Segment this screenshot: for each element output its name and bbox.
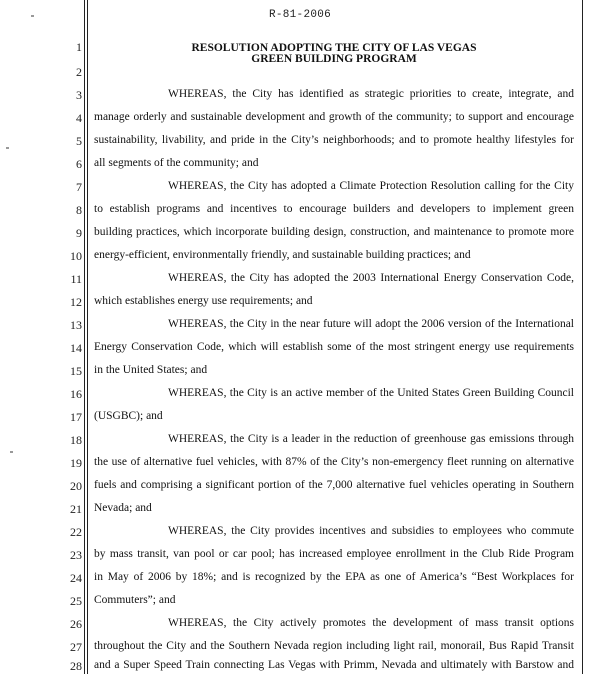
body-line: WHEREAS, the City in the near future will adopt the 2006 version of the International — [168, 318, 574, 330]
line-number: 16 — [70, 387, 82, 401]
resolution-title-line-2: GREEN BUILDING PROGRAM — [251, 53, 417, 65]
line-number: 24 — [70, 571, 82, 585]
body-line: and a Super Speed Train connecting Las Vegas with Primm, Nevada and ultimately with Barstow and — [94, 659, 574, 671]
line-number: 15 — [70, 364, 82, 378]
line-number: 28 — [70, 659, 82, 673]
line-number: 1 — [76, 40, 82, 54]
line-number: 10 — [70, 249, 82, 263]
body-line: WHEREAS, the City has adopted a Climate Protection Resolution calling for the City — [168, 180, 574, 192]
body-line: in May of 2006 by 18%; and is recognized by the EPA as one of America’s “Best Workplaces for — [94, 571, 574, 583]
line-number: 27 — [70, 640, 82, 654]
line-number: 11 — [70, 272, 82, 286]
line-number: 21 — [70, 502, 82, 516]
line-number: 19 — [70, 456, 82, 470]
line-number: 17 — [70, 410, 82, 424]
document-number: R-81-2006 — [268, 9, 332, 21]
line-number: 8 — [76, 203, 82, 217]
line-number: 4 — [76, 111, 82, 125]
left-margin-rule-outer — [84, 0, 85, 674]
body-line: Nevada; and — [94, 502, 152, 514]
line-number: 5 — [76, 134, 82, 148]
body-line: WHEREAS, the City is a leader in the reduction of greenhouse gas emissions through — [168, 433, 574, 445]
body-line: throughout the City and the Southern Nevada region including light rail, monorail, Bus Rapid Transit — [94, 640, 574, 652]
line-number: 7 — [76, 180, 82, 194]
right-margin-rule — [582, 0, 583, 674]
line-number: 9 — [76, 226, 82, 240]
body-line: in the United States; and — [94, 364, 208, 376]
body-line: WHEREAS, the City provides incentives and subsidies to employees who commute — [168, 525, 574, 537]
body-line: WHEREAS, the City is an active member of the United States Green Building Council — [168, 387, 574, 399]
line-number: 25 — [70, 594, 82, 608]
body-line: Energy Conservation Code, which will establish some of the most stringent energy use requirements — [94, 341, 574, 353]
body-line: all segments of the community; and — [94, 157, 259, 169]
body-line: to establish programs and incentives to encourage builders and developers to implement green — [94, 203, 574, 215]
scan-speck — [6, 147, 9, 149]
body-line: (USGBC); and — [94, 410, 163, 422]
line-number: 6 — [76, 157, 82, 171]
body-line: by mass transit, van pool or car pool; has increased employee enrollment in the Club Ride Program — [94, 548, 574, 560]
body-line: energy-efficient, environmentally friendly, and sustainable building practices; and — [94, 249, 471, 261]
body-line: which establishes energy use requirements; and — [94, 295, 313, 307]
line-number: 20 — [70, 479, 82, 493]
line-number: 14 — [70, 341, 82, 355]
line-number: 23 — [70, 548, 82, 562]
body-line: Commuters”; and — [94, 594, 176, 606]
line-number: 26 — [70, 617, 82, 631]
line-number: 22 — [70, 525, 82, 539]
line-number: 13 — [70, 318, 82, 332]
body-line: sustainability, livability, and pride in the City’s neighborhoods; and to promote healthy lifestyles for — [94, 134, 574, 146]
body-line: fuels and comprising a significant portion of the 7,000 alternative fuel vehicles operating in Southern — [94, 479, 574, 491]
scan-speck — [10, 451, 13, 453]
body-line: WHEREAS, the City actively promotes the development of mass transit options — [168, 617, 574, 629]
body-line: WHEREAS, the City has identified as strategic priorities to create, integrate, and — [168, 88, 574, 100]
left-margin-rule-inner — [87, 0, 88, 674]
body-line: the use of alternative fuel vehicles, with 87% of the City’s non-emergency fleet running on alternative — [94, 456, 574, 468]
body-line: building practices, which incorporate building design, construction, and maintenance to promote more — [94, 226, 574, 238]
line-number: 12 — [70, 295, 82, 309]
line-number: 18 — [70, 433, 82, 447]
body-line: manage orderly and sustainable development and growth of the community; to support and encourage — [94, 111, 574, 123]
line-number: 2 — [76, 65, 82, 79]
line-number: 3 — [76, 88, 82, 102]
resolution-title-line-1: RESOLUTION ADOPTING THE CITY OF LAS VEGAS — [191, 42, 477, 54]
body-line: WHEREAS, the City has adopted the 2003 International Energy Conservation Code, — [168, 272, 574, 284]
